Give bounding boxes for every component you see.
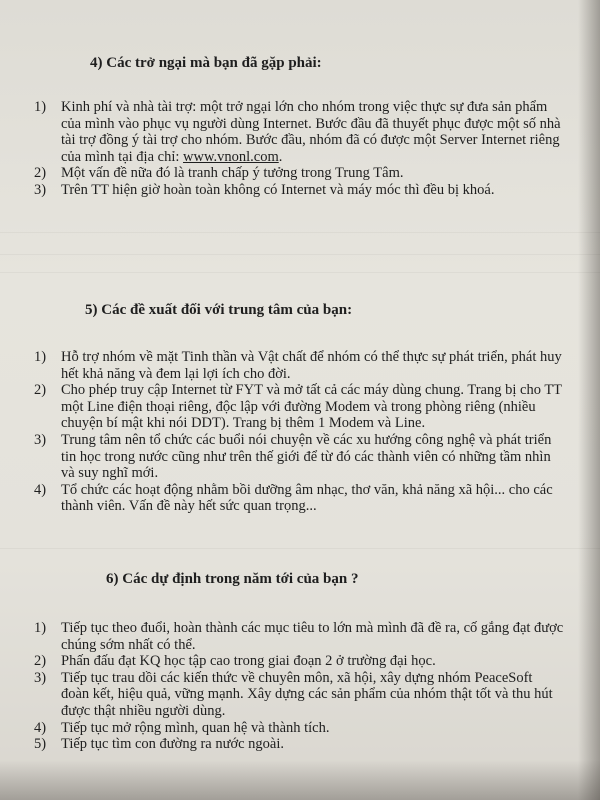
bleed-through-line — [0, 254, 600, 255]
list-item — [34, 736, 564, 753]
item-text: Tiếp tục trau dồi các kiến thức về chuyên môn, xã hội, xây dựng nhóm PeaceSoft đoàn kết, hiệu quả, vững mạnh. Xây dựng các sản phẩm của nhóm thật tốt và thu hút được thật nhiều người dùng. — [61, 669, 553, 719]
list-item — [34, 432, 564, 482]
list-item — [34, 182, 564, 199]
list-item — [34, 349, 564, 382]
item-text: Tiếp tục mở rộng mình, quan hệ và thành tích. — [61, 719, 330, 736]
bleed-through-line — [0, 272, 600, 273]
item-number: 5) — [34, 736, 47, 753]
item-text: Tiếp tục tìm con đường ra nước ngoài. — [61, 736, 285, 753]
item-number: 1) — [34, 620, 47, 636]
section-4-heading: 4) Các trở ngại mà bạn đã gặp phải: — [90, 55, 322, 71]
item-number: 3) — [34, 431, 47, 448]
page-bottom-shadow — [0, 760, 600, 800]
section-5-heading: 5) Các đề xuất đối với trung tâm của bạn: — [85, 302, 353, 318]
item-number: 2) — [34, 165, 47, 182]
section-6-list — [34, 620, 564, 753]
list-item — [34, 653, 564, 670]
item-text: Phấn đấu đạt KQ học tập cao trong giai đoạn 2 ở trường đại học. — [61, 653, 436, 670]
item-number: 4) — [34, 719, 47, 736]
list-item — [34, 382, 564, 432]
item-text: Một vấn đề nữa đó là tranh chấp ý tưởng trong Trung Tâm. — [61, 165, 404, 182]
bleed-through-line — [0, 548, 600, 549]
item-number: 3) — [34, 669, 47, 686]
website-link[interactable]: www.vnonl.com — [183, 148, 279, 165]
item-number: 1) — [34, 349, 47, 365]
item-text: Trung tâm nên tổ chức các buổi nói chuyện về các xu hướng công nghệ và phát triển tin học trong nước cũng như trên thế giới để từ đó các thành viên có những tầm nhìn và suy nghĩ mới. — [61, 431, 552, 482]
item-text: Trên TT hiện giờ hoàn toàn không có Internet và máy móc thì đều bị khoá. — [61, 181, 495, 198]
bleed-through-line — [0, 232, 600, 233]
item-number: 2) — [34, 653, 47, 670]
item-text-end: . — [278, 148, 283, 165]
list-item — [34, 720, 564, 737]
list-item — [34, 670, 564, 720]
page-edge-shadow — [578, 0, 600, 800]
item-text: Tổ chức các hoạt động nhằm bồi dưỡng âm nhạc, thơ văn, khả năng xã hội... cho các thành viên. Vấn đề này hết sức quan trọng... — [61, 481, 553, 515]
list-item — [34, 165, 564, 182]
section-5-list — [34, 349, 564, 515]
list-item — [34, 99, 564, 165]
list-item — [34, 620, 564, 653]
item-number: 1) — [34, 99, 47, 115]
section-6-heading: 6) Các dự định trong năm tới của bạn ? — [106, 571, 359, 587]
item-text: Hỗ trợ nhóm về mặt Tinh thần và Vật chất để nhóm có thể thực sự phát triển, phát huy hết khả năng và đem lại lợi ích cho đời. — [61, 349, 562, 382]
item-number: 4) — [34, 481, 47, 498]
item-text: Kinh phí và nhà tài trợ: một trở ngại lớn cho nhóm trong việc thực sự đưa sản phẩm của mình vào phục vụ người dùng Internet. Bước đầu đã thuyết phục được một số nhà tài trợ đồng ý tài trợ cho nhóm. Bước đầu, nhóm đã có được một Server Internet riêng của mình tại địa chỉ: — [61, 99, 561, 165]
section-4-list — [34, 99, 564, 199]
item-text: Tiếp tục theo đuổi, hoàn thành các mục tiêu to lớn mà mình đã đề ra, cố gắng đạt được chúng sớm nhất có thể. — [61, 620, 564, 653]
list-item — [34, 482, 564, 515]
item-text: Cho phép truy cập Internet từ FYT và mở tất cả các máy dùng chung. Trang bị cho TT một Line điện thoại riêng, độc lập với đường Modem và trong phòng riêng (nhiều chuyện bí mật khi nói DDT). Trang bị thêm 1 Modem và Line. — [61, 382, 562, 432]
item-number: 2) — [34, 382, 47, 399]
item-number: 3) — [34, 181, 47, 198]
